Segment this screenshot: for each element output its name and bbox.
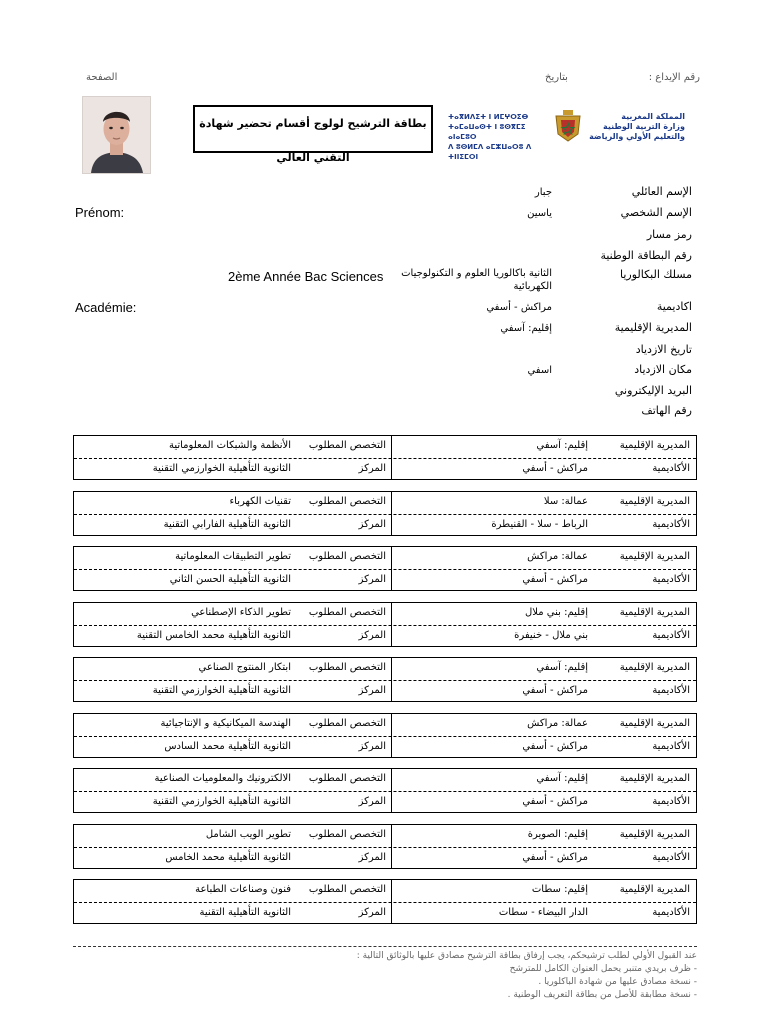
deposit-number-label: رقم الإيداع : bbox=[648, 72, 700, 83]
field-label-academy: اكاديمية bbox=[656, 300, 692, 313]
field-label-email: البريد الإليكتروني bbox=[614, 384, 692, 397]
choice-direction-label: المديرية الإقليمية bbox=[619, 884, 690, 895]
choice-column-divider bbox=[391, 825, 392, 868]
field-label-phone: رقم الهاتف bbox=[641, 404, 692, 417]
field-label-massar-code: رمز مسار bbox=[646, 228, 692, 241]
footer-line: - نسخة مطابقة للأصل من بطاقة التعريف الوطنية . bbox=[507, 990, 697, 1000]
ministry-line: المملكة المغربية bbox=[621, 112, 685, 121]
choice-academy-value: مراكش - أسفي bbox=[522, 685, 588, 696]
academie-label: Académie: bbox=[75, 300, 137, 315]
date-label: بتاريخ bbox=[545, 72, 568, 83]
choice-box bbox=[73, 546, 697, 591]
choice-specialty-label: التخصص المطلوب bbox=[308, 662, 386, 673]
choice-center-label: المركز bbox=[358, 685, 386, 696]
footer-line: عند القبول الأولي لطلب ترشيحكم، يجب إرفاق بطاقة الترشيح مصادق عليها بالوثائق التالية : bbox=[356, 951, 697, 961]
choice-box bbox=[73, 657, 697, 702]
choice-divider bbox=[74, 458, 696, 459]
choice-specialty-value: الهندسة الميكانيكية و الإنتاجيائية bbox=[160, 718, 291, 729]
choice-direction-value: عمالة: مراكش bbox=[527, 551, 588, 562]
choice-specialty-value: تطوير الويب الشامل bbox=[205, 829, 291, 840]
candidate-photo bbox=[82, 96, 151, 174]
choice-specialty-value: تقنيات الكهرباء bbox=[229, 496, 291, 507]
choice-divider bbox=[74, 736, 696, 737]
choice-column-divider bbox=[391, 547, 392, 590]
choice-direction-value: إقليم: سطات bbox=[531, 884, 588, 895]
choice-direction-label: المديرية الإقليمية bbox=[619, 440, 690, 451]
choice-academy-value: الرباط - سلا - القنيطرة bbox=[491, 519, 588, 530]
choice-direction-label: المديرية الإقليمية bbox=[619, 496, 690, 507]
choice-center-label: المركز bbox=[358, 852, 386, 863]
footer-line: - نسخة مصادق عليها من شهادة الباكلوريا . bbox=[538, 977, 697, 987]
choice-divider bbox=[74, 625, 696, 626]
choice-center-value: الثانوية التأهيلية الخوارزمي التقنية bbox=[152, 796, 291, 807]
choice-direction-value: إقليم: بني ملال bbox=[525, 607, 588, 618]
choice-direction-label: المديرية الإقليمية bbox=[619, 829, 690, 840]
choice-academy-label: الأكاديمية bbox=[652, 519, 690, 530]
choice-specialty-label: التخصص المطلوب bbox=[308, 718, 386, 729]
choice-column-divider bbox=[391, 769, 392, 812]
field-value-academy: مراكش - أسفي bbox=[486, 302, 552, 313]
choice-direction-label: المديرية الإقليمية bbox=[619, 607, 690, 618]
field-label-first-name: الإسم الشخصي bbox=[620, 206, 692, 219]
choice-box bbox=[73, 491, 697, 536]
choice-center-value: الثانوية التأهيلية الخوارزمي التقنية bbox=[152, 685, 291, 696]
tifinagh-line: ⵜⴰⴳⵍⴷⵉⵜ ⵏ ⵍⵎⵖⵔⵉⴱ bbox=[448, 113, 529, 121]
tifinagh-line: ⵜⴰⵎⴰⵡⴰⵙⵜ ⵏ ⵓⵙⴳⵎⵉ ⴰⵏⴰⵎⵓⵔ bbox=[448, 123, 526, 141]
choice-center-label: المركز bbox=[358, 519, 386, 530]
choice-specialty-label: التخصص المطلوب bbox=[308, 440, 386, 451]
ministry-header bbox=[585, 112, 685, 142]
choice-direction-value: إقليم: آسفي bbox=[536, 773, 588, 784]
choice-specialty-label: التخصص المطلوب bbox=[308, 829, 386, 840]
choice-direction-value: إقليم: الصويرة bbox=[527, 829, 588, 840]
choice-divider bbox=[74, 514, 696, 515]
royal-emblem-icon bbox=[551, 108, 585, 144]
choice-box bbox=[73, 602, 697, 647]
field-label-birth-date: تاريخ الازدياد bbox=[635, 343, 692, 356]
choice-column-divider bbox=[391, 492, 392, 535]
choice-academy-label: الأكاديمية bbox=[652, 463, 690, 474]
choice-academy-value: مراكش - أسفي bbox=[522, 852, 588, 863]
choice-center-value: الثانوية التأهيلية محمد الخامس التقنية bbox=[136, 630, 291, 641]
choice-academy-label: الأكاديمية bbox=[652, 685, 690, 696]
choice-box bbox=[73, 713, 697, 758]
choice-academy-value: مراكش - أسفي bbox=[522, 796, 588, 807]
field-value-family-name: جبار bbox=[534, 187, 552, 198]
prenom-label: Prénom: bbox=[75, 205, 125, 220]
choice-divider bbox=[74, 847, 696, 848]
choice-column-divider bbox=[391, 714, 392, 757]
choice-center-label: المركز bbox=[358, 630, 386, 641]
choice-center-value: الثانوية التأهيلية الخوارزمي التقنية bbox=[152, 463, 291, 474]
choice-column-divider bbox=[391, 880, 392, 923]
choice-direction-value: إقليم: آسفي bbox=[536, 662, 588, 673]
choice-center-label: المركز bbox=[358, 463, 386, 474]
choice-academy-label: الأكاديمية bbox=[652, 741, 690, 752]
page-label: الصفحة bbox=[86, 72, 118, 83]
choice-academy-value: الدار البيضاء - سطات bbox=[498, 907, 588, 918]
choice-specialty-value: فنون وصناعات الطباعة bbox=[195, 884, 291, 895]
choice-center-label: المركز bbox=[358, 907, 386, 918]
footer-line: - ظرف بريدي متنبر يحمل العنوان الكامل للمترشح bbox=[509, 964, 697, 974]
choice-center-value: الثانوية التأهيلية الحسن الثاني bbox=[169, 574, 291, 585]
choice-specialty-value: ابتكار المنتوج الصناعي bbox=[198, 662, 291, 673]
choice-divider bbox=[74, 569, 696, 570]
field-value-first-name: ياسين bbox=[527, 208, 552, 219]
choice-divider bbox=[74, 791, 696, 792]
form-title: بطاقة الترشيح لولوج أقسام تحضير شهادة التقني العالي bbox=[193, 105, 433, 153]
choice-specialty-label: التخصص المطلوب bbox=[308, 773, 386, 784]
choice-divider bbox=[74, 902, 696, 903]
bac-label: 2ème Année Bac Sciences bbox=[228, 269, 384, 284]
choice-box bbox=[73, 768, 697, 813]
field-value-direction: إقليم: آسفي bbox=[500, 323, 552, 334]
choice-academy-label: الأكاديمية bbox=[652, 907, 690, 918]
choice-specialty-label: التخصص المطلوب bbox=[308, 551, 386, 562]
field-value-birth-place: اسفي bbox=[527, 365, 552, 376]
choice-column-divider bbox=[391, 603, 392, 646]
choice-direction-label: المديرية الإقليمية bbox=[619, 551, 690, 562]
footer-divider bbox=[73, 946, 697, 947]
choice-center-label: المركز bbox=[358, 796, 386, 807]
choice-specialty-value: الالكترونيك والمعلوميات الصناعية bbox=[154, 773, 291, 784]
field-label-national-id: رقم البطاقة الوطنية bbox=[600, 249, 692, 262]
choice-academy-value: مراكش - أسفي bbox=[522, 741, 588, 752]
choice-center-value: الثانوية التأهيلية محمد الخامس bbox=[165, 852, 291, 863]
choice-academy-label: الأكاديمية bbox=[652, 574, 690, 585]
ministry-line: وزارة التربية الوطنية bbox=[602, 122, 685, 131]
field-label-family-name: الإسم العائلي bbox=[631, 185, 692, 198]
choice-direction-label: المديرية الإقليمية bbox=[619, 662, 690, 673]
choice-specialty-value: تطوير الذكاء الإصطناعي bbox=[191, 607, 291, 618]
tifinagh-line: ⴷ ⵓⵙⵍⵎⴷ ⴰⵎⵣⵡⴰⵔⵓ ⴷ ⵜⵏⵏⵉⵎⵔⵏ bbox=[448, 143, 532, 161]
choice-divider bbox=[74, 680, 696, 681]
choice-academy-label: الأكاديمية bbox=[652, 630, 690, 641]
choice-box bbox=[73, 879, 697, 924]
ministry-line: والتعليم الأولي والرياضة bbox=[589, 132, 685, 141]
choice-specialty-label: التخصص المطلوب bbox=[308, 607, 386, 618]
choice-direction-value: عمالة: سلا bbox=[543, 496, 588, 507]
choice-direction-label: المديرية الإقليمية bbox=[619, 718, 690, 729]
choice-academy-value: بني ملال - خنيفرة bbox=[514, 630, 588, 641]
choice-academy-label: الأكاديمية bbox=[652, 852, 690, 863]
choice-center-label: المركز bbox=[358, 574, 386, 585]
choice-specialty-value: تطوير التطبيقات المعلوماتية bbox=[175, 551, 291, 562]
choice-specialty-value: الأنظمة والشبكات المعلوماتية bbox=[168, 440, 291, 451]
choice-direction-value: إقليم: آسفي bbox=[536, 440, 588, 451]
choice-center-value: الثانوية التأهيلية الفارابي التقنية bbox=[163, 519, 291, 530]
choice-box bbox=[73, 435, 697, 480]
field-label-direction: المديرية الإقليمية bbox=[614, 321, 692, 334]
field-value-bac-track: الثانية باكالوريا العلوم و التكنولوجيات الكهربائية bbox=[401, 268, 552, 292]
choice-specialty-label: التخصص المطلوب bbox=[308, 496, 386, 507]
choice-academy-value: مراكش - أسفي bbox=[522, 574, 588, 585]
tifinagh-header bbox=[448, 112, 548, 162]
choice-direction-label: المديرية الإقليمية bbox=[619, 773, 690, 784]
choice-academy-label: الأكاديمية bbox=[652, 796, 690, 807]
choice-column-divider bbox=[391, 436, 392, 479]
person-photo-icon bbox=[83, 97, 150, 173]
choice-column-divider bbox=[391, 658, 392, 701]
choice-center-value: الثانوية التأهيلية التقنية bbox=[199, 907, 291, 918]
field-label-bac-track: مسلك البكالوريا bbox=[619, 268, 692, 281]
choice-center-value: الثانوية التأهيلية محمد السادس bbox=[164, 741, 291, 752]
choice-direction-value: عمالة: مراكش bbox=[527, 718, 588, 729]
choice-box bbox=[73, 824, 697, 869]
choice-specialty-label: التخصص المطلوب bbox=[308, 884, 386, 895]
choice-center-label: المركز bbox=[358, 741, 386, 752]
choice-academy-value: مراكش - أسفي bbox=[522, 463, 588, 474]
field-label-birth-place: مكان الازدياد bbox=[634, 363, 692, 376]
